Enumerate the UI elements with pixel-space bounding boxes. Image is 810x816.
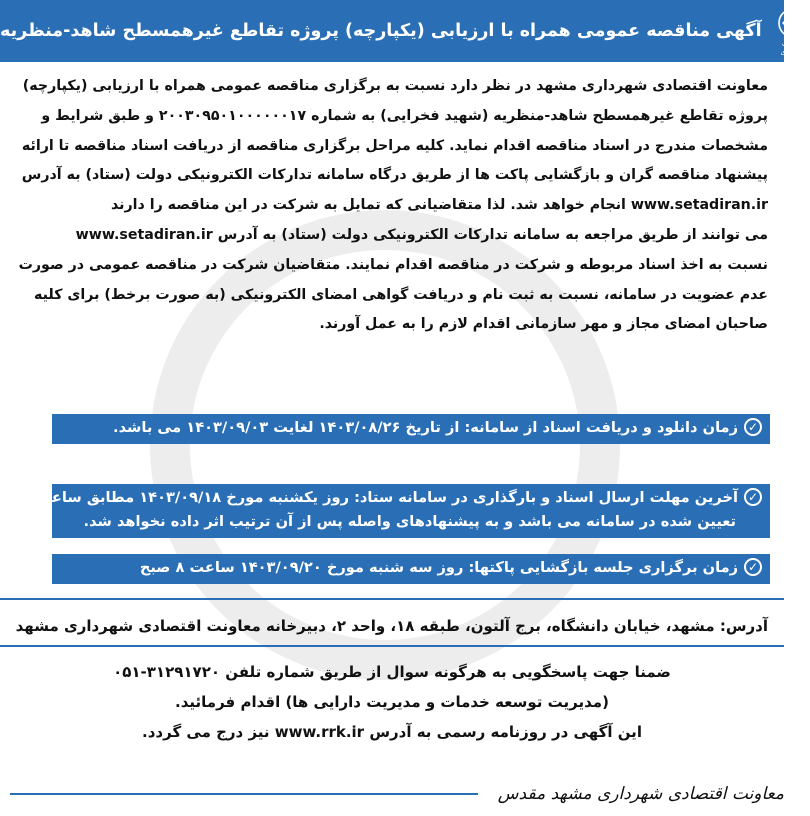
title-bar — [0, 0, 805, 62]
schedule-opening-text: زمان برگزاری جلسه بازگشایی پاکتها: روز سه شنبه مورخ ۱۴۰۳/۰۹/۲۰ ساعت ۸ صبح — [139, 559, 738, 576]
notice-body — [16, 72, 768, 340]
municipality-logo — [776, 6, 810, 56]
footer-line — [10, 793, 478, 795]
contact-phone: ضمنا جهت پاسخگویی به هرگونه سوال از طریق شماره تلفن ۳۱۲۹۱۷۲۰-۰۵۱ — [113, 663, 671, 681]
signature: معاونت اقتصادی شهرداری مشهد مقدس — [497, 783, 784, 804]
check-icon: ✓ — [744, 418, 762, 436]
contact-department: (مدیریت توسعه خدمات و مدیریت دارایی ها) اقدام فرمائید. — [175, 693, 609, 711]
body-line: پیشنهاد مناقصه گران و بازگشایی پاکت ها از طریق درگاه سامانه تدارکات الکترونیکی دولت (ستاد) به آدرس — [21, 167, 768, 184]
body-line: www.setadiran.ir انجام خواهد شد. لذا متقاضیانی که تمایل به شرکت در این مناقصه را دارند — [110, 197, 768, 214]
body-line: معاونت اقتصادی شهرداری مشهد در نظر دارد نسبت به برگزاری مناقصه عمومی همراه با ارزیابی (یکپارچه) — [22, 78, 768, 94]
body-line: پروژه تقاطع غیرهمسطح شاهد-منظریه (شهید فخرایی) به شماره ۲۰۰۳۰۹۵۰۱۰۰۰۰۰۰۱۷ و طبق شرایط و — [41, 107, 768, 124]
check-icon: ✓ — [744, 558, 762, 576]
footer — [0, 771, 784, 816]
page-title: آگهی مناقصه عمومی همراه با ارزیابی (یکپارچه) پروژه تقاطع غیرهمسطح شاهد-منظریه — [0, 21, 762, 41]
schedule-download — [52, 414, 770, 444]
logo-emblem-icon — [776, 6, 810, 40]
divider — [0, 598, 784, 600]
logo-caption: معاونت اقتصادی — [780, 40, 805, 56]
body-line: مشخصات مندرج در اسناد مناقصه اقدام نماید. کلیه مراحل برگزاری مناقصه از دریافت اسناد مناقصه تا ارائه — [21, 137, 768, 154]
body-line: می توانند از طریق مراجعه به سامانه تدارکات الکترونیکی دولت (ستاد) به آدرس www.setadiran.ir — [75, 226, 768, 243]
divider — [0, 645, 784, 647]
body-line: نسبت به اخذ اسناد مربوطه و شرکت در مناقصه اقدام نمایند. متقاضیان شرکت در مناقصه عمومی در صورت — [18, 256, 768, 273]
check-icon: ✓ — [744, 488, 762, 506]
schedule-download-text: زمان دانلود و دریافت اسناد از سامانه: از تاریخ ۱۴۰۳/۰۸/۲۶ لغایت ۱۴۰۳/۰۹/۰۳ می باشد. — [113, 419, 738, 436]
schedule-deadline-text-2: تعیین شده در سامانه می باشد و به پیشنهادهای واصله پس از آن ترتیب اثر داده نخواهد شد. — [83, 513, 736, 530]
address: آدرس: مشهد، خیابان دانشگاه، برج آلتون، طبقه ۱۸، واحد ۲، دبیرخانه معاونت اقتصادی شهرداری مشهد — [15, 617, 768, 635]
body-line: صاحبان امضای مجاز و مهر سازمانی اقدام لازم را به عمل آورند. — [319, 316, 768, 333]
contact-rrk: این آگهی در روزنامه رسمی به آدرس www.rrk.ir نیز درج می گردد. — [142, 723, 642, 741]
schedule-deadline-text-1: آخرین مهلت ارسال اسناد و بارگذاری در سامانه ستاد: روز یکشنبه مورخ ۱۴۰۳/۰۹/۱۸ مطابق ساعت — [36, 489, 738, 506]
schedule-deadline — [36, 484, 770, 538]
schedule-opening — [52, 554, 770, 584]
contact-info — [16, 657, 768, 747]
body-line: عدم عضویت در سامانه، نسبت به ثبت نام و دریافت گواهی امضای الکترونیکی (به صورت برخط) برای کلیه — [34, 286, 768, 303]
